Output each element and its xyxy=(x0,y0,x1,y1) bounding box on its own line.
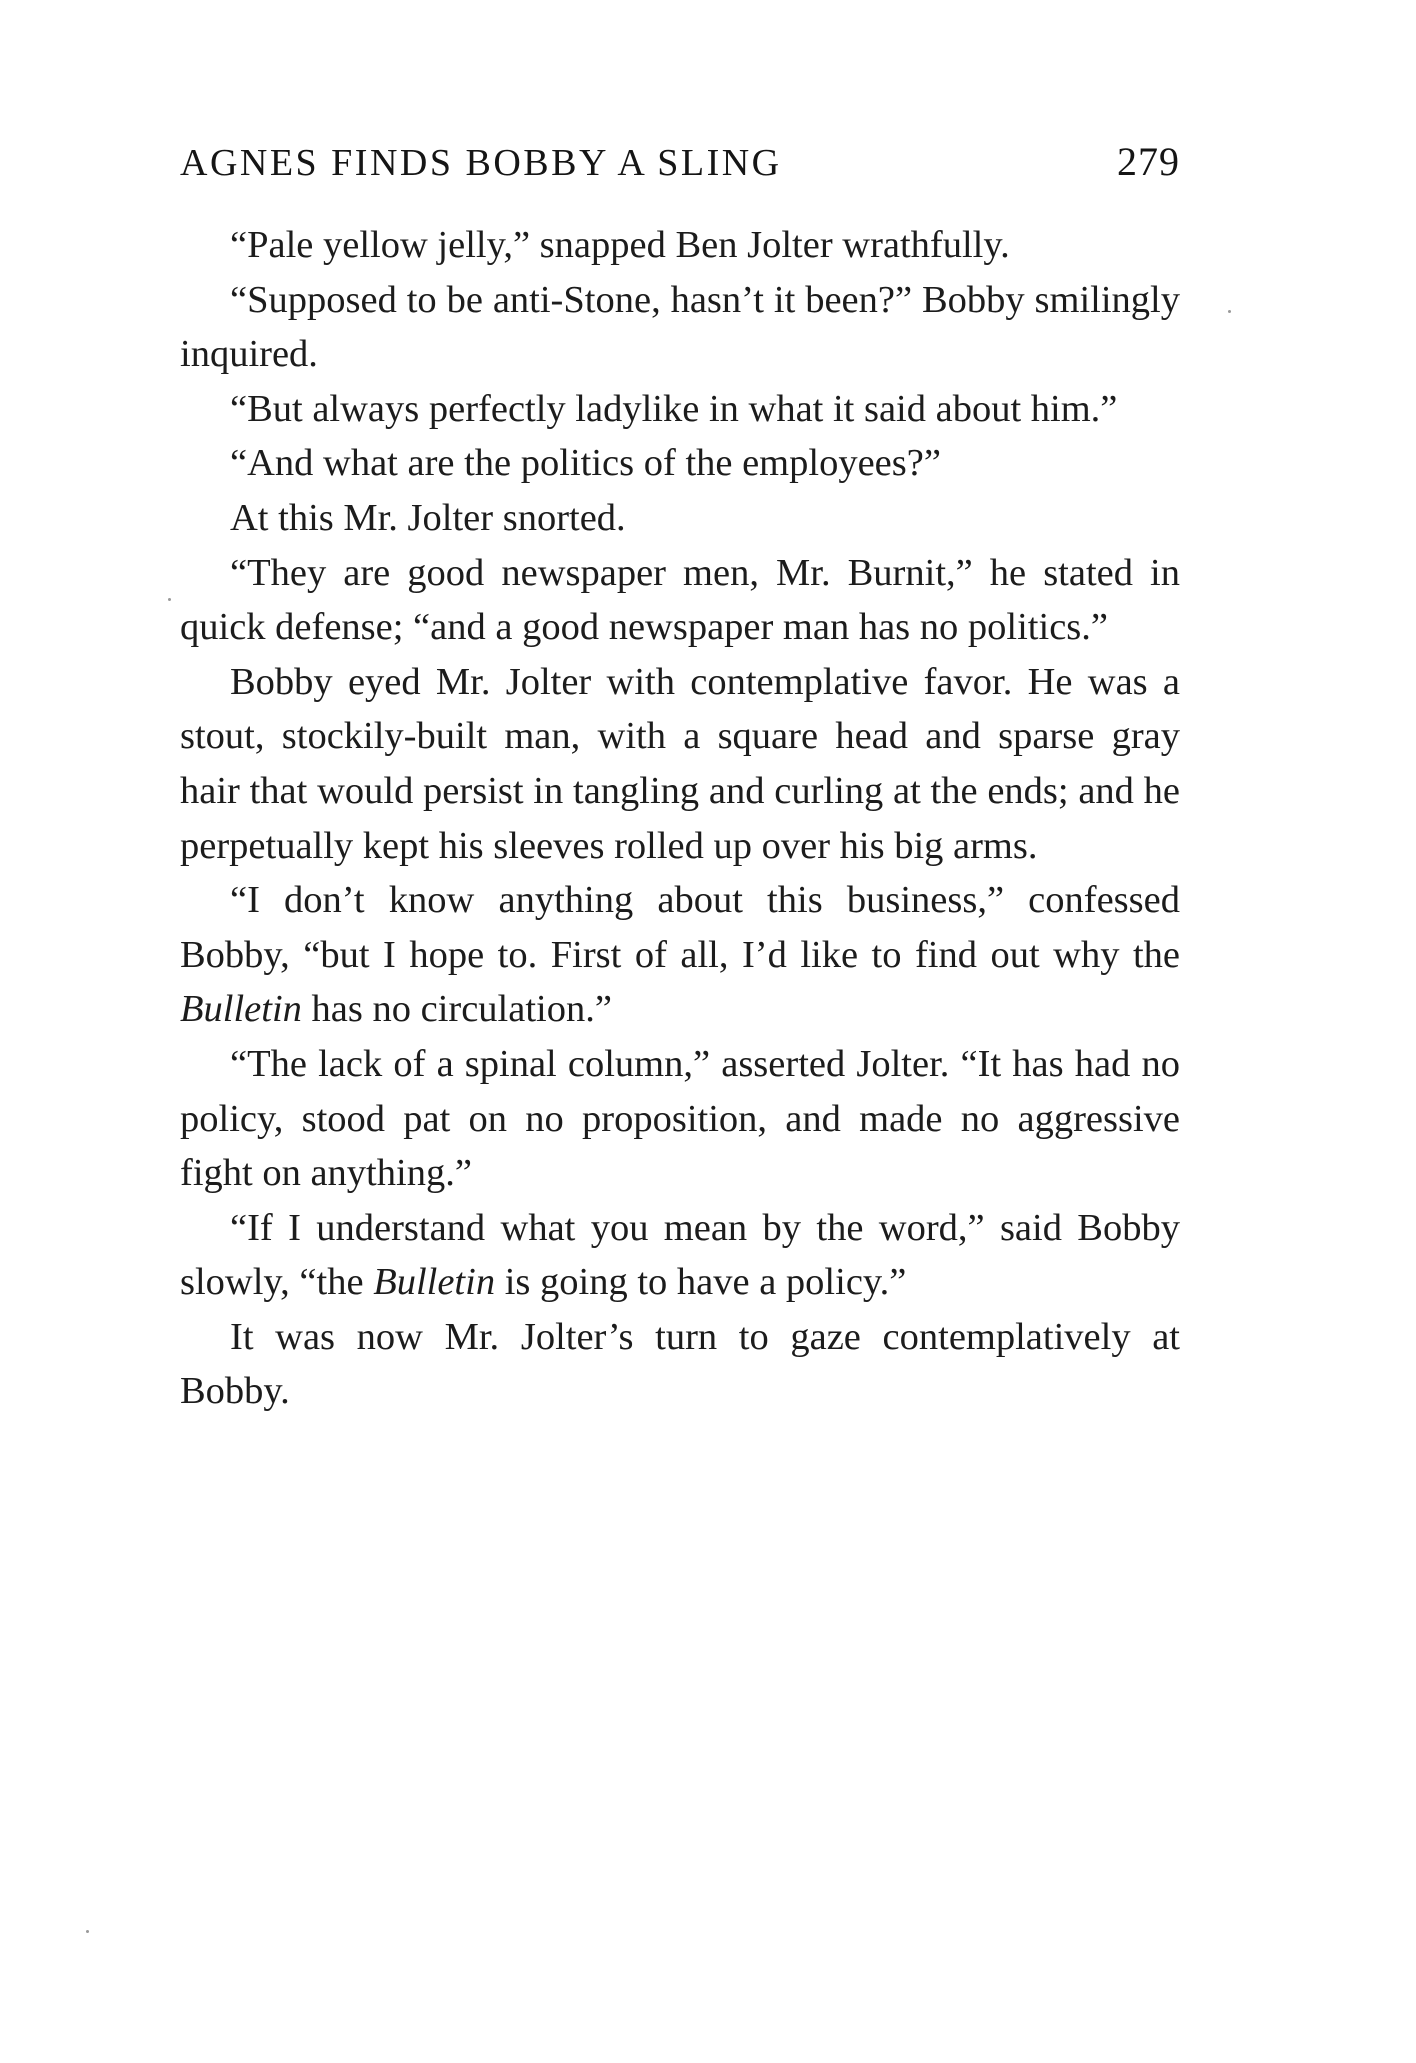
text-segment: “Pale yellow jelly,” snapped Ben Jolter wrathfully. xyxy=(230,224,1010,266)
page-number: 279 xyxy=(1117,139,1180,184)
paragraph xyxy=(180,1037,1180,1201)
text-segment: “The lack of a spinal column,” asserted Jolter. “It has had no policy, stood pat on no proposition, and made no aggressive fight on anything.” xyxy=(180,1042,1180,1195)
body-text xyxy=(180,218,1180,1419)
paragraph xyxy=(180,436,1180,491)
paragraph xyxy=(180,218,1180,273)
running-title: AGNES FINDS BOBBY A SLING xyxy=(180,142,782,184)
paragraph xyxy=(180,273,1180,382)
text-segment: “And what are the politics of the employees?” xyxy=(230,442,941,485)
text-segment: “If I understand what you mean by the word,” said Bobby slowly, “the xyxy=(180,1206,1180,1304)
italic-title: Bulletin xyxy=(180,988,302,1031)
paper-speck xyxy=(168,598,171,601)
text-segment: “But always perfectly ladylike in what it said about him.” xyxy=(230,387,1118,430)
text-segment: has no circulation.” xyxy=(301,988,612,1031)
paper-speck xyxy=(1228,310,1231,313)
italic-title: Bulletin xyxy=(373,1261,496,1304)
paragraph xyxy=(180,655,1180,873)
text-segment: “Supposed to be anti-Stone, hasn’t it been?” Bobby smilingly inquired. xyxy=(180,278,1180,376)
text-segment: is going to have a policy.” xyxy=(495,1261,907,1304)
running-head xyxy=(180,138,1180,188)
paragraph xyxy=(180,491,1180,546)
paragraph xyxy=(180,873,1180,1037)
paragraph xyxy=(180,546,1180,655)
paragraph xyxy=(180,382,1180,437)
paragraph xyxy=(180,1201,1180,1310)
paper-speck xyxy=(86,1930,89,1933)
paragraph xyxy=(180,1310,1180,1419)
text-segment: It was now Mr. Jolter’s turn to gaze contemplatively at Bobby. xyxy=(180,1315,1180,1413)
text-segment: At this Mr. Jolter snorted. xyxy=(230,496,626,539)
text-segment: Bobby eyed Mr. Jolter with contemplative favor. He was a stout, stockily-built man, with a square head and sparse gray hair that would persist in tangling and curling at the ends; and he perpetually kept his sleeves rolled up over his big arms. xyxy=(180,660,1180,867)
text-segment: “I don’t know anything about this business,” confessed Bobby, “but I hope to. First of all, I’d like to find out why the xyxy=(180,879,1180,976)
text-segment: “They are good newspaper men, Mr. Burnit,” he stated in quick defense; “and a good newspaper man has no politics.” xyxy=(180,551,1180,649)
